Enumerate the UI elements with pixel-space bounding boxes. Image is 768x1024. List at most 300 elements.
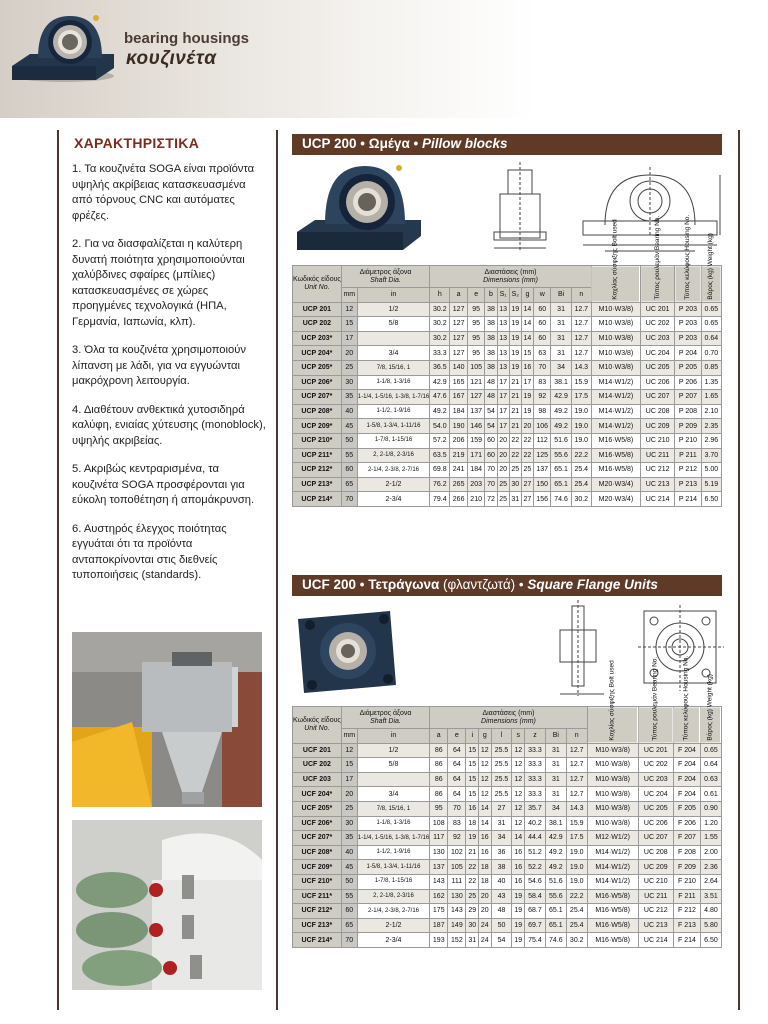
- table-cell: UC 207: [641, 390, 675, 405]
- table-row: [293, 889, 722, 904]
- table-cell: 70: [448, 801, 466, 816]
- table-cell: 14: [512, 831, 525, 846]
- table-cell: 30.2: [430, 317, 450, 332]
- ucf-col-bearing: Τύπος ρουλεμάν Bearing No.: [638, 707, 673, 744]
- table-cell: 19.0: [571, 419, 591, 434]
- feature-item: 5. Ακριβώς κεντραρισμένα, τα κουζινέτα SOGA προσφέρονται για εύκολη τοποθέτηση ή απομάκρυνση.: [72, 463, 255, 506]
- table-cell: UC 211: [638, 889, 673, 904]
- table-cell: UCF 208*: [293, 845, 342, 860]
- table-cell: 125: [533, 448, 551, 463]
- screw-conveyor-motors-photo: [72, 820, 262, 990]
- table-cell: 30.2: [571, 492, 591, 507]
- table-cell: 140: [450, 360, 468, 375]
- table-cell: 0.64: [700, 758, 721, 773]
- table-cell: 13: [497, 346, 509, 361]
- table-cell: 19: [509, 317, 521, 332]
- table-row: [293, 419, 722, 434]
- table-cell: 75.4: [525, 933, 546, 948]
- header-banner: [0, 0, 768, 118]
- ucp-side-drawing: [490, 160, 550, 256]
- table-cell: 55: [341, 889, 357, 904]
- table-cell: 95: [467, 331, 485, 346]
- table-cell: 2.36: [700, 860, 721, 875]
- table-cell: M16·W5/8): [591, 433, 640, 448]
- table-cell: 16: [466, 801, 479, 816]
- table-cell: UCP 204*: [293, 346, 342, 361]
- table-cell: 65.1: [545, 904, 566, 919]
- table-cell: 265: [450, 477, 468, 492]
- table-cell: 102: [448, 845, 466, 860]
- table-row: [293, 845, 722, 860]
- table-cell: 137: [430, 860, 448, 875]
- table-cell: 50: [341, 874, 357, 889]
- table-row: [293, 492, 722, 507]
- table-cell: 92: [533, 390, 551, 405]
- table-cell: 22: [521, 433, 533, 448]
- table-cell: F 212: [673, 904, 700, 919]
- table-cell: UC 204: [641, 346, 675, 361]
- table-cell: 65.1: [551, 463, 571, 478]
- table-cell: 34: [551, 360, 571, 375]
- table-cell: 30: [466, 918, 479, 933]
- table-cell: UC 201: [638, 743, 673, 758]
- table-cell: 20: [497, 448, 509, 463]
- table-cell: 95: [430, 801, 448, 816]
- table-cell: M14·W1/2): [587, 874, 638, 889]
- table-cell: 1-1/2, 1-9/16: [357, 404, 429, 419]
- table-cell: 12: [479, 758, 492, 773]
- table-cell: 21: [509, 390, 521, 405]
- table-cell: 19: [509, 331, 521, 346]
- table-cell: 108: [430, 816, 448, 831]
- table-cell: 86: [430, 743, 448, 758]
- table-row: [293, 831, 722, 846]
- table-cell: 31: [551, 346, 571, 361]
- table-cell: UCF 213*: [293, 918, 342, 933]
- table-cell: 38: [485, 360, 497, 375]
- table-cell: 17.5: [571, 390, 591, 405]
- table-cell: UCP 201: [293, 302, 342, 317]
- ucf-title-paren: (φλαντζωτά) •: [443, 577, 528, 592]
- table-cell: 219: [450, 448, 468, 463]
- table-cell: F 204: [673, 743, 700, 758]
- table-cell: UCF 212*: [293, 904, 342, 919]
- table-cell: 12.7: [566, 772, 587, 787]
- table-cell: 106: [533, 419, 551, 434]
- ucp-col-dims: Διαστάσεις (mm) Dimensions (mm): [430, 266, 592, 288]
- ucp-spec-table: [292, 214, 722, 507]
- table-cell: 3/4: [357, 346, 429, 361]
- table-cell: 12: [512, 772, 525, 787]
- table-cell: 0.65: [701, 302, 721, 317]
- table-cell: UC 206: [641, 375, 675, 390]
- table-cell: 60: [341, 463, 357, 478]
- ucf-title-main: UCF 200 • Τετράγωνα: [302, 577, 444, 592]
- table-cell: 95: [467, 302, 485, 317]
- table-cell: F 204: [673, 787, 700, 802]
- table-cell: 0.70: [701, 346, 721, 361]
- table-cell: 1-1/8, 1-3/16: [357, 816, 429, 831]
- ucp-section-title: [292, 134, 722, 155]
- ucp-front-drawing: [575, 165, 725, 257]
- table-cell: 21: [509, 375, 521, 390]
- table-cell: 12: [479, 772, 492, 787]
- table-cell: 15: [466, 743, 479, 758]
- table-cell: 27: [521, 492, 533, 507]
- table-cell: 12: [512, 787, 525, 802]
- table-cell: 146: [467, 419, 485, 434]
- table-cell: 64: [448, 743, 466, 758]
- table-cell: P 203: [675, 331, 701, 346]
- table-cell: F 205: [673, 801, 700, 816]
- table-cell: 143: [430, 874, 448, 889]
- table-cell: 65: [341, 918, 357, 933]
- table-cell: 1-1/8, 1-3/16: [357, 375, 429, 390]
- table-cell: 12: [512, 743, 525, 758]
- table-cell: 12.7: [571, 346, 591, 361]
- ucf-col-shaft: Διάμετρος άξονα Shaft Dia.: [341, 707, 429, 729]
- table-cell: 5/8: [357, 317, 429, 332]
- table-cell: 2.00: [700, 845, 721, 860]
- table-row: [293, 331, 722, 346]
- table-cell: 30: [341, 816, 357, 831]
- table-cell: 127: [450, 317, 468, 332]
- table-cell: 31: [551, 317, 571, 332]
- table-cell: UCP 208*: [293, 404, 342, 419]
- column-divider-left: [57, 130, 59, 1010]
- table-cell: 27: [521, 477, 533, 492]
- ucf-col-weight: Βάρος (kg) Weight (kg): [700, 707, 721, 744]
- table-cell: 171: [467, 448, 485, 463]
- table-row: [293, 860, 722, 875]
- ucp-col-w: w: [533, 288, 551, 303]
- table-cell: 210: [467, 492, 485, 507]
- table-cell: 12: [341, 302, 357, 317]
- table-cell: 60: [485, 448, 497, 463]
- table-cell: 206: [450, 433, 468, 448]
- table-cell: 30: [341, 375, 357, 390]
- table-row: [293, 933, 722, 948]
- table-cell: 42.9: [545, 831, 566, 846]
- feature-item: 3. Όλα τα κουζινέτα χρησιμοποιούν λίπανση με λάδι, για να εγγυώνται μακρόχρονη λειτουργία.: [72, 344, 246, 387]
- table-cell: 48: [491, 904, 512, 919]
- table-cell: 137: [533, 463, 551, 478]
- table-cell: 18: [479, 860, 492, 875]
- table-cell: 14: [521, 302, 533, 317]
- table-cell: F 210: [673, 874, 700, 889]
- table-cell: 42.9: [430, 375, 450, 390]
- table-cell: UC 211: [641, 448, 675, 463]
- table-cell: M16·W5/8): [591, 463, 640, 478]
- table-cell: 51.6: [551, 433, 571, 448]
- table-cell: 25.5: [491, 758, 512, 773]
- table-cell: 2-3/4: [357, 933, 429, 948]
- table-cell: P 213: [675, 477, 701, 492]
- table-cell: 29: [466, 904, 479, 919]
- table-cell: UCP 214*: [293, 492, 342, 507]
- table-cell: M16·W5/8): [591, 448, 640, 463]
- table-cell: 19: [509, 360, 521, 375]
- table-cell: UCF 201: [293, 743, 342, 758]
- table-cell: UC 213: [638, 918, 673, 933]
- header-title-en: bearing housings: [124, 30, 250, 47]
- table-cell: 149: [448, 918, 466, 933]
- table-cell: 25: [341, 801, 357, 816]
- table-cell: 13: [497, 331, 509, 346]
- table-cell: 31: [509, 492, 521, 507]
- table-cell: 5.19: [701, 477, 721, 492]
- table-cell: 187: [430, 918, 448, 933]
- table-cell: 5.80: [700, 918, 721, 933]
- table-cell: 25.4: [571, 463, 591, 478]
- table-cell: 64: [448, 787, 466, 802]
- table-cell: F 204: [673, 758, 700, 773]
- table-cell: 19: [509, 346, 521, 361]
- table-cell: 38.1: [551, 375, 571, 390]
- table-cell: UCP 207*: [293, 390, 342, 405]
- table-cell: 20: [521, 419, 533, 434]
- table-cell: M14·W1/2): [591, 419, 640, 434]
- table-cell: F 211: [673, 889, 700, 904]
- table-cell: 49.2: [551, 404, 571, 419]
- table-cell: UCF 211*: [293, 889, 342, 904]
- table-cell: 19.0: [571, 404, 591, 419]
- table-cell: 55: [341, 448, 357, 463]
- table-cell: 86: [430, 787, 448, 802]
- table-cell: 83: [533, 375, 551, 390]
- table-cell: 31: [551, 331, 571, 346]
- ucf-col-dims: Διαστάσεις (mm) Dimensions (mm): [430, 707, 588, 729]
- table-cell: 0.65: [701, 317, 721, 332]
- table-cell: F 213: [673, 918, 700, 933]
- table-cell: 70: [341, 492, 357, 507]
- table-cell: 49.2: [430, 404, 450, 419]
- table-cell: 0.85: [701, 360, 721, 375]
- table-cell: P 214: [675, 492, 701, 507]
- table-cell: 54: [485, 404, 497, 419]
- table-cell: 68.7: [525, 904, 546, 919]
- table-cell: 54.6: [525, 874, 546, 889]
- table-cell: 241: [450, 463, 468, 478]
- ucp-col-s1: S₁: [497, 288, 509, 303]
- table-cell: 16: [512, 845, 525, 860]
- table-cell: F 206: [673, 816, 700, 831]
- features-list: [72, 162, 268, 597]
- table-cell: UC 201: [641, 302, 675, 317]
- feature-item: 1. Τα κουζινέτα SOGA είναι προϊόντα υψηλής ακρίβειας κατασκευασμένα από τόρνους CNC και αυτόματες φρέζες.: [72, 163, 255, 222]
- table-row: [293, 816, 722, 831]
- table-cell: 1-5/8, 1-3/4, 1-11/16: [357, 419, 429, 434]
- ucp-col-s2: S₂: [509, 288, 521, 303]
- table-row: [293, 433, 722, 448]
- table-cell: M16·W5/8): [587, 933, 638, 948]
- table-cell: UCP 213*: [293, 477, 342, 492]
- table-cell: 20: [497, 433, 509, 448]
- table-cell: 63.5: [430, 448, 450, 463]
- ucp-col-code: Κωδικός είδους Unit No.: [293, 266, 342, 303]
- table-cell: UC 205: [638, 801, 673, 816]
- table-cell: 76.2: [430, 477, 450, 492]
- table-cell: F 209: [673, 860, 700, 875]
- table-cell: UCP 212*: [293, 463, 342, 478]
- table-cell: UCP 203*: [293, 331, 342, 346]
- table-cell: 57.2: [430, 433, 450, 448]
- pillow-block-logo-image: [10, 8, 118, 84]
- table-cell: 19: [512, 904, 525, 919]
- table-cell: 0.90: [700, 801, 721, 816]
- table-cell: UCF 209*: [293, 860, 342, 875]
- table-cell: 40: [491, 874, 512, 889]
- table-cell: 25.5: [491, 743, 512, 758]
- table-cell: 175: [430, 904, 448, 919]
- table-cell: 33.3: [430, 346, 450, 361]
- table-cell: 14.3: [571, 360, 591, 375]
- table-cell: 44.4: [525, 831, 546, 846]
- table-cell: 2.10: [701, 404, 721, 419]
- table-cell: 17: [497, 404, 509, 419]
- table-cell: 266: [450, 492, 468, 507]
- table-cell: 20: [341, 787, 357, 802]
- table-cell: 6.50: [700, 933, 721, 948]
- table-cell: 25.5: [491, 787, 512, 802]
- table-cell: 20: [479, 904, 492, 919]
- table-cell: 19.0: [566, 874, 587, 889]
- table-cell: 35.7: [525, 801, 546, 816]
- table-cell: 31: [466, 933, 479, 948]
- table-cell: 4.80: [700, 904, 721, 919]
- table-cell: 14: [479, 816, 492, 831]
- table-cell: 12.7: [566, 758, 587, 773]
- table-cell: 1.20: [700, 816, 721, 831]
- table-cell: M14·W1/2): [591, 375, 640, 390]
- table-cell: M14·W1/2): [591, 404, 640, 419]
- ucf-col-s: s: [512, 729, 525, 744]
- table-cell: 1-5/8, 1-3/4, 1-11/16: [357, 860, 429, 875]
- ucp-col-shaft: Διάμετρος άξονα Shaft Dia.: [341, 266, 429, 288]
- table-row: [293, 918, 722, 933]
- ucp-col-bi: Bi: [551, 288, 571, 303]
- table-cell: 38.1: [545, 816, 566, 831]
- table-cell: 12.7: [566, 787, 587, 802]
- table-cell: UCP 202: [293, 317, 342, 332]
- table-cell: P 206: [675, 375, 701, 390]
- table-cell: 25: [497, 477, 509, 492]
- table-cell: 12.7: [571, 317, 591, 332]
- table-cell: UCF 206*: [293, 816, 342, 831]
- table-cell: M16·W5/8): [587, 918, 638, 933]
- table-cell: 19: [521, 390, 533, 405]
- table-cell: 38: [485, 302, 497, 317]
- ucp-table-body: [293, 302, 722, 506]
- table-cell: 92: [448, 831, 466, 846]
- table-cell: UC 210: [641, 433, 675, 448]
- table-cell: 17: [497, 375, 509, 390]
- table-cell: [357, 331, 429, 346]
- table-cell: 25: [509, 463, 521, 478]
- table-cell: 15: [341, 758, 357, 773]
- table-cell: M10·W3/8): [587, 758, 638, 773]
- table-cell: 18: [466, 816, 479, 831]
- table-cell: 117: [430, 831, 448, 846]
- table-cell: UC 204: [638, 787, 673, 802]
- table-cell: P 211: [675, 448, 701, 463]
- feature-item: 6. Αυστηρός έλεγχος ποιότητας εγγυάται ότι τα προϊόντα ανταποκρίνονται στις διεθνείς τυποποιήσεις (standards).: [72, 522, 227, 581]
- table-cell: 162: [430, 889, 448, 904]
- table-row: [293, 302, 722, 317]
- table-cell: 20: [341, 346, 357, 361]
- table-cell: 15.9: [571, 375, 591, 390]
- table-cell: 49.2: [545, 860, 566, 875]
- table-cell: 17: [497, 390, 509, 405]
- table-cell: 1-1/4, 1-5/16, 1-3/8, 1-7/16: [357, 831, 429, 846]
- table-cell: 14: [479, 801, 492, 816]
- table-cell: 12: [479, 787, 492, 802]
- table-cell: 130: [430, 845, 448, 860]
- table-cell: 156: [533, 492, 551, 507]
- table-cell: 24: [479, 933, 492, 948]
- table-cell: 83: [448, 816, 466, 831]
- table-cell: 30.2: [430, 331, 450, 346]
- table-cell: 19.0: [566, 860, 587, 875]
- table-cell: 2-1/2: [357, 918, 429, 933]
- table-row: [293, 463, 722, 478]
- ucf-product-photo: [292, 605, 402, 697]
- table-cell: 22: [521, 448, 533, 463]
- table-cell: 22.2: [571, 448, 591, 463]
- ucf-section-title: [292, 575, 722, 596]
- table-cell: 27: [491, 801, 512, 816]
- table-cell: M16·W5/8): [587, 904, 638, 919]
- table-cell: 1-1/2, 1-9/16: [357, 845, 429, 860]
- table-cell: 127: [450, 302, 468, 317]
- table-row: [293, 874, 722, 889]
- table-cell: P 208: [675, 404, 701, 419]
- table-cell: 1.55: [700, 831, 721, 846]
- table-row: [293, 758, 722, 773]
- ucp-col-a: a: [450, 288, 468, 303]
- table-cell: 33.3: [525, 743, 546, 758]
- table-cell: 49.2: [551, 419, 571, 434]
- table-cell: 95: [467, 317, 485, 332]
- ucp-col-in: in: [357, 288, 429, 303]
- table-cell: 45: [341, 860, 357, 875]
- table-cell: 51.6: [545, 874, 566, 889]
- table-cell: 2.96: [701, 433, 721, 448]
- table-cell: UC 205: [641, 360, 675, 375]
- table-cell: 13: [497, 302, 509, 317]
- ucp-col-housing: Τύπος κελύφους Housing No.: [675, 266, 701, 303]
- table-cell: F 214: [673, 933, 700, 948]
- table-row: [293, 360, 722, 375]
- table-cell: 105: [467, 360, 485, 375]
- table-cell: 12: [512, 816, 525, 831]
- table-cell: UC 212: [638, 904, 673, 919]
- table-cell: 1/2: [357, 302, 429, 317]
- table-cell: 70: [341, 933, 357, 948]
- ucp-col-g: g: [521, 288, 533, 303]
- ucp-title-main: UCP 200 • Ωμέγα •: [302, 136, 422, 151]
- table-cell: 2-1/4, 2-3/8, 2-7/16: [357, 904, 429, 919]
- table-cell: 1/2: [357, 743, 429, 758]
- table-cell: 55.6: [545, 889, 566, 904]
- table-cell: 7/8, 15/16, 1: [357, 801, 429, 816]
- table-cell: 1-1/4, 1-5/16, 1-3/8, 1-7/16: [357, 390, 429, 405]
- table-cell: 55.6: [551, 448, 571, 463]
- table-cell: 33.3: [525, 758, 546, 773]
- table-cell: 20: [497, 463, 509, 478]
- table-cell: 150: [533, 477, 551, 492]
- table-cell: P 207: [675, 390, 701, 405]
